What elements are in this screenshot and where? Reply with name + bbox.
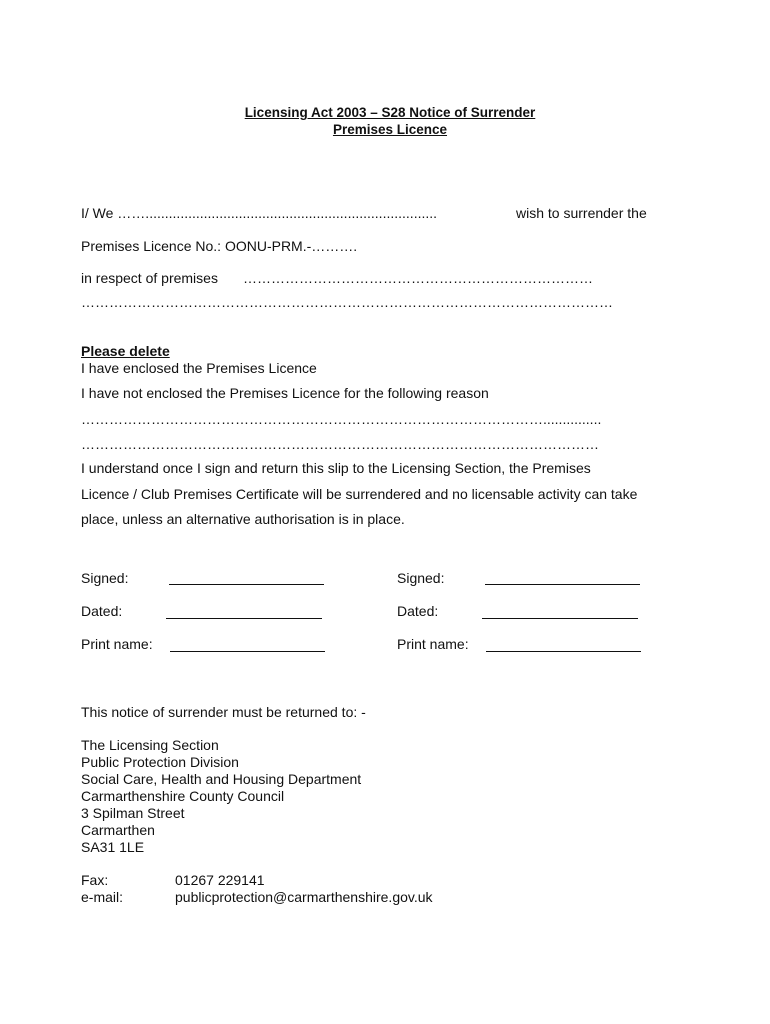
- reason-dots-2: …………………………………………………………………………………………………: [81, 436, 599, 452]
- signed-line-right[interactable]: [485, 584, 640, 585]
- dated-line-left[interactable]: [166, 618, 322, 619]
- address-line: The Licensing Section: [81, 737, 219, 753]
- address-line: Public Protection Division: [81, 754, 239, 770]
- email-label: e-mail:: [81, 889, 124, 905]
- print-name-label-right: Print name:: [397, 636, 469, 652]
- email-address[interactable]: publicprotection@carmarthenshire.gov.uk: [175, 889, 433, 905]
- in-respect-label: in respect of premises: [81, 270, 218, 286]
- in-respect-dots: …………………………………………………………………: [243, 270, 593, 286]
- declaration-line-3: place, unless an alternative authorisation is in place.: [81, 511, 405, 527]
- return-intro: This notice of surrender must be returned to: -: [81, 704, 366, 720]
- wish-to-surrender-text: wish to surrender the: [516, 205, 647, 221]
- premises-address-dots: ……………………………………………………………………………………………………: [81, 294, 613, 310]
- dated-line-right[interactable]: [482, 618, 638, 619]
- premises-licence-number: Premises Licence No.: OONU-PRM.-……….: [81, 238, 358, 254]
- fax-number: 01267 229141: [175, 872, 265, 888]
- print-name-line-right[interactable]: [486, 651, 641, 652]
- address-line: 3 Spilman Street: [81, 805, 185, 821]
- dated-label-right: Dated:: [397, 603, 439, 619]
- signed-label-right: Signed:: [397, 570, 445, 586]
- option-enclosed: I have enclosed the Premises Licence: [81, 360, 317, 376]
- print-name-line-left[interactable]: [170, 651, 325, 652]
- address-line: SA31 1LE: [81, 839, 145, 855]
- address-line: Social Care, Health and Housing Department: [81, 771, 362, 787]
- fax-label: Fax:: [81, 872, 109, 888]
- address-line: Carmarthenshire County Council: [81, 788, 285, 804]
- i-we-field: I/ We ……...........................................................................: [81, 205, 438, 221]
- signed-label-left: Signed:: [81, 570, 129, 586]
- signed-line-left[interactable]: [169, 584, 324, 585]
- print-name-label-left: Print name:: [81, 636, 153, 652]
- declaration-line-1: I understand once I sign and return this slip to the Licensing Section, the Premises: [81, 460, 591, 476]
- reason-dots-1: ………………………………………………………………………………………...............: [81, 411, 602, 427]
- option-not-enclosed: I have not enclosed the Premises Licence for the following reason: [81, 385, 489, 401]
- dated-label-left: Dated:: [81, 603, 123, 619]
- document-title: Licensing Act 2003 – S28 Notice of Surrender: [244, 105, 536, 120]
- declaration-line-2: Licence / Club Premises Certificate will be surrendered and no licensable activity can take: [81, 486, 638, 502]
- address-line: Carmarthen: [81, 822, 155, 838]
- please-delete-heading: Please delete: [81, 343, 170, 359]
- document-subtitle: Premises Licence: [332, 122, 448, 137]
